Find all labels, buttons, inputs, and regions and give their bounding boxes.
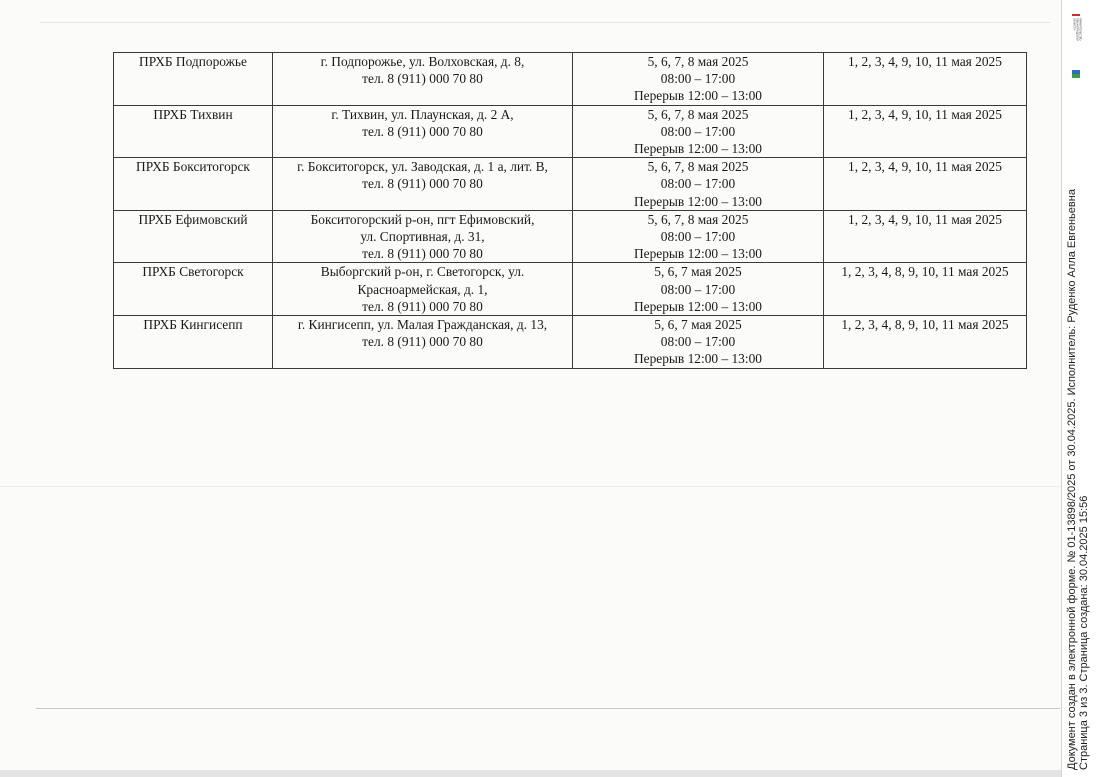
working-hours-line: 5, 6, 7, 8 мая 2025 <box>647 106 749 122</box>
days-off: 1, 2, 3, 4, 9, 10, 11 мая 2025 <box>848 106 1002 122</box>
table-row <box>114 210 1027 263</box>
days-off: 1, 2, 3, 4, 9, 10, 11 мая 2025 <box>848 211 1002 227</box>
address-cell <box>273 210 573 263</box>
bottom-band <box>0 770 1062 777</box>
branch-name-cell <box>114 53 273 106</box>
svg-text:ПРАВИТЕЛЬСТВО: ПРАВИТЕЛЬСТВО <box>1078 18 1082 41</box>
address-line: Бокситогорский р-он, пгт Ефимовский, <box>310 211 535 227</box>
address-line: г. Бокситогорск, ул. Заводская, д. 1 а, лит. В, <box>297 159 548 175</box>
working-hours-cell <box>573 263 824 316</box>
working-hours-line: Перерыв 12:00 – 13:00 <box>633 193 762 209</box>
table-row <box>114 316 1027 369</box>
branch-name: ПРХБ Подпорожье <box>139 54 247 69</box>
working-hours-line: 5, 6, 7, 8 мая 2025 <box>647 159 749 175</box>
table-row <box>114 53 1027 106</box>
address-cell <box>273 158 573 211</box>
address-cell <box>273 263 573 316</box>
working-hours-line: Перерыв 12:00 – 13:00 <box>633 141 762 157</box>
working-hours-line: 08:00 – 17:00 <box>660 71 736 87</box>
address-line: Красноармейская, д. 1, <box>357 281 488 297</box>
working-hours-cell <box>573 210 824 263</box>
days-off: 1, 2, 3, 4, 8, 9, 10, 11 мая 2025 <box>841 317 1009 333</box>
branch-name-cell <box>114 158 273 211</box>
stamp-line-document: Документ создан в электронной форме. № 01-13898/2025 от 30.04.2025. Исполнитель: Руденко Алла Евгеньевна <box>1066 189 1078 770</box>
branch-name: ПРХБ Светогорск <box>142 264 244 280</box>
working-hours-cell <box>573 158 824 211</box>
address-line: тел. 8 (911) 000 70 80 <box>362 246 483 262</box>
address-line: г. Тихвин, ул. Плаунская, д. 2 А, <box>331 106 514 122</box>
branch-name-cell <box>114 263 273 316</box>
schedule-table <box>113 52 1027 369</box>
table-row <box>114 105 1027 158</box>
days-off-cell <box>824 210 1027 263</box>
top-rule <box>40 22 1050 23</box>
working-hours-line: 08:00 – 17:00 <box>660 334 736 350</box>
days-off: 1, 2, 3, 4, 8, 9, 10, 11 мая 2025 <box>841 264 1009 280</box>
svg-text:ЛЕНИНГРАДСКОЙ: ЛЕНИНГРАДСКОЙ <box>1075 18 1079 41</box>
working-hours-line: 5, 6, 7 мая 2025 <box>654 264 742 280</box>
address-line: тел. 8 (911) 000 70 80 <box>362 298 483 314</box>
branch-name-cell <box>114 316 273 369</box>
days-off-cell <box>824 158 1027 211</box>
svg-text:ОБЛАСТИ: ОБЛАСТИ <box>1072 18 1076 31</box>
working-hours-line: 08:00 – 17:00 <box>660 123 736 139</box>
bottom-rule <box>36 708 1060 709</box>
working-hours-cell <box>573 316 824 369</box>
schedule-table-body <box>114 53 1027 369</box>
working-hours-line: 08:00 – 17:00 <box>660 176 736 192</box>
address-cell <box>273 53 573 106</box>
days-off-cell <box>824 316 1027 369</box>
working-hours-line: Перерыв 12:00 – 13:00 <box>633 246 762 262</box>
address-cell <box>273 316 573 369</box>
address-line: тел. 8 (911) 000 70 80 <box>362 334 483 350</box>
working-hours-line: Перерыв 12:00 – 13:00 <box>633 351 762 367</box>
address-cell <box>273 105 573 158</box>
working-hours-line: 08:00 – 17:00 <box>660 281 736 297</box>
working-hours-line: Перерыв 12:00 – 13:00 <box>633 298 762 314</box>
branch-name-cell <box>114 105 273 158</box>
address-line: тел. 8 (911) 000 70 80 <box>362 123 483 139</box>
address-line: Выборгский р-он, г. Светогорск, ул. <box>320 264 525 280</box>
table-row <box>114 263 1027 316</box>
working-hours-line: 5, 6, 7, 8 мая 2025 <box>647 54 749 69</box>
scan-fold-line <box>0 486 1062 487</box>
table-row <box>114 158 1027 211</box>
days-off-cell <box>824 105 1027 158</box>
branch-name: ПРХБ Тихвин <box>153 106 233 122</box>
address-line: г. Кингисепп, ул. Малая Гражданская, д. 13, <box>297 317 548 333</box>
branch-name: ПРХБ Бокситогорск <box>136 159 250 175</box>
working-hours-cell <box>573 53 824 106</box>
days-off: 1, 2, 3, 4, 9, 10, 11 мая 2025 <box>848 159 1002 175</box>
branch-name: ПРХБ Ефимовский <box>138 211 248 227</box>
working-hours-line: 08:00 – 17:00 <box>660 229 736 245</box>
days-off: 1, 2, 3, 4, 9, 10, 11 мая 2025 <box>848 54 1002 69</box>
address-line: тел. 8 (911) 000 70 80 <box>362 176 483 192</box>
page-edge <box>1061 0 1062 777</box>
stamp-line-page: Страница 3 из 3. Страница создана: 30.04.2025 15:56 <box>1078 495 1090 770</box>
working-hours-line: Перерыв 12:00 – 13:00 <box>633 88 762 104</box>
address-line: ул. Спортивная, д. 31, <box>360 229 485 245</box>
electronic-document-stamp <box>1066 10 1090 770</box>
working-hours-cell <box>573 105 824 158</box>
days-off-cell <box>824 53 1027 106</box>
address-line: тел. 8 (911) 000 70 80 <box>362 71 483 87</box>
branch-name-cell <box>114 210 273 263</box>
working-hours-line: 5, 6, 7, 8 мая 2025 <box>647 211 749 227</box>
address-line: г. Подпорожье, ул. Волховская, д. 8, <box>320 54 525 69</box>
branch-name: ПРХБ Кингисепп <box>143 317 243 333</box>
days-off-cell <box>824 263 1027 316</box>
working-hours-line: 5, 6, 7 мая 2025 <box>654 317 742 333</box>
